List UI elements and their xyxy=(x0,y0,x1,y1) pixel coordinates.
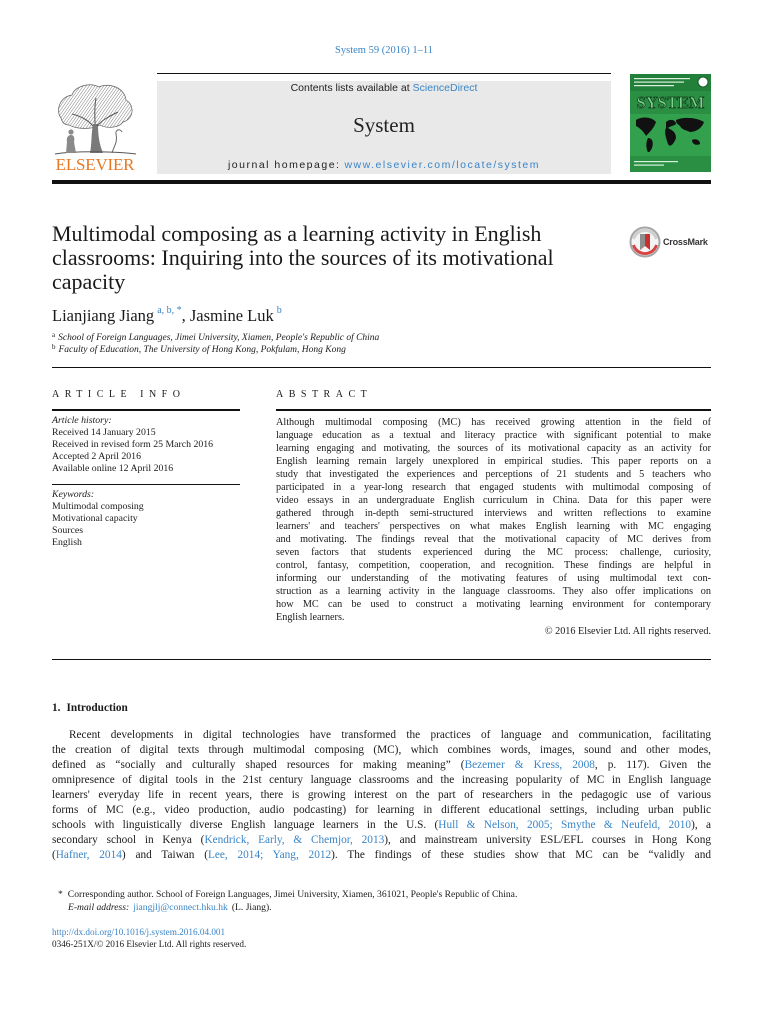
journal-cover-icon xyxy=(630,74,711,172)
affiliation-mark: a xyxy=(52,331,56,339)
intro-line xyxy=(52,848,711,863)
intro-text-segment: defined as “socially and culturally shaped resources for making meaning” ( xyxy=(52,759,465,771)
intro-line xyxy=(52,833,711,848)
intro-line xyxy=(52,773,711,788)
contents-availability xyxy=(157,81,611,95)
abstract-bottom-rule xyxy=(52,659,711,660)
abstract-line: gathered through in-depth semi-structured interviews and written reflections to examine xyxy=(276,508,711,519)
email-note xyxy=(52,901,711,914)
author-name: Lianjiang Jiang xyxy=(52,306,155,325)
article-info-top-rule xyxy=(52,409,240,411)
elsevier-wordmark: ELSEVIER xyxy=(55,155,135,174)
affiliation-text: School of Foreign Languages, Jimei University, Xiamen, People's Republic of China xyxy=(58,333,380,343)
abstract-line: struction as a learning activity in the language classrooms. They also offer implications on xyxy=(276,586,711,597)
abstract-line: English learning remain largely unexplored in empirical studies. This paper reports on a xyxy=(276,456,711,467)
abstract-top-rule xyxy=(276,409,711,411)
sciencedirect-link[interactable]: ScienceDirect xyxy=(412,82,478,94)
abstract-line: learners' and teachers' perspectives on what makes English learning with MC engaging xyxy=(276,521,711,532)
abstract-line: language education as a textual and literacy practice with significant potential to make xyxy=(276,430,711,441)
crossmark-icon xyxy=(629,226,661,258)
article-title xyxy=(52,222,617,294)
abstract-line: Although multimodal composing (MC) has received growing attention in the field of xyxy=(276,417,711,428)
intro-line xyxy=(52,788,711,803)
citation-link[interactable]: Kendrick, Early, & Chemjor, 2013 xyxy=(204,834,385,846)
intro-line xyxy=(52,728,711,743)
intro-line xyxy=(52,743,711,758)
intro-text-segment: Recent developments in digital technologies have transformed the practices of language and communication, facilitating xyxy=(69,729,711,741)
title-line: Multimodal composing as a learning activity in English xyxy=(52,221,542,246)
affiliation-item xyxy=(52,344,379,356)
intro-line xyxy=(52,818,711,833)
citation-link[interactable]: Hull & Nelson, 2005; Smythe & Neufeld, 2010 xyxy=(438,819,692,831)
intro-text-segment: forms of MC (e.g., video production, audio podcasting) for learning in different educational settings, including urban public xyxy=(52,804,711,816)
citation-link[interactable]: Hafner, 2014 xyxy=(55,849,122,861)
keywords-label: Keywords: xyxy=(52,489,95,500)
keywords xyxy=(52,489,240,549)
intro-text-segment: ), and mainstream university ESL/EFL courses in Hong Kong xyxy=(384,834,712,846)
intro-text-segment: omnipresence of digital tools in the 21st century language classrooms and the increasing popularity of MC in English language xyxy=(52,774,711,786)
abstract-line: seven factors that students experienced during the MC process: challenge, curiosity, xyxy=(276,547,711,558)
elsevier-tree-icon xyxy=(52,80,138,156)
publication-info xyxy=(52,926,246,950)
intro-text-segment: ) and Taiwan ( xyxy=(121,849,208,861)
keyword-item: English xyxy=(52,537,82,548)
keyword-item: Motivational capacity xyxy=(52,513,138,524)
intro-line xyxy=(52,758,711,773)
journal-name: System xyxy=(353,113,415,137)
section-number: 1. xyxy=(52,702,61,714)
abstract-line: participated in a year-long research that engaged students with multimodal composing of xyxy=(276,482,711,493)
affiliation-text: Faculty of Education, The University of Hong Kong, Pokfulam, Hong Kong xyxy=(58,345,346,355)
crossmark-label: CrossMark xyxy=(663,237,708,247)
email-label: E-mail address: xyxy=(68,902,130,913)
footnote-mark: * xyxy=(58,889,63,900)
intro-text-segment: ). The findings of these studies show that MC can be “validly and xyxy=(331,849,711,861)
doi-link[interactable]: http://dx.doi.org/10.1016/j.system.2016.04.001 xyxy=(52,927,226,937)
abstract-line: English learners. xyxy=(276,612,345,623)
section-heading-introduction xyxy=(52,701,128,715)
abstract-heading: ABSTRACT xyxy=(276,389,373,400)
author-separator: , xyxy=(181,306,190,325)
history-item: Available online 12 April 2016 xyxy=(52,463,174,474)
front-matter-rule xyxy=(52,367,711,368)
abstract-line: study that investigated the experiences and perceptions of 21 students and 5 teachers who xyxy=(276,469,711,480)
journal-citation-link[interactable]: System 59 (2016) 1–11 xyxy=(335,45,433,56)
abstract-line: informing our understanding of the motivating features of using multimodal text con- xyxy=(276,573,711,584)
journal-cover-image[interactable] xyxy=(630,74,711,172)
author-name: Jasmine Luk xyxy=(189,306,274,325)
abstract-copyright: © 2016 Elsevier Ltd. All rights reserved. xyxy=(544,626,711,637)
article-history-label: Article history: xyxy=(52,415,112,426)
title-line: classrooms: Inquiring into the sources of its motivational xyxy=(52,245,554,270)
affiliation-mark: b xyxy=(52,343,56,351)
intro-text-segment: secondary school in Kenya ( xyxy=(52,834,205,846)
homepage-url-link[interactable]: www.elsevier.com/locate/system xyxy=(344,159,541,171)
history-item: Received 14 January 2015 xyxy=(52,427,156,438)
journal-masthead xyxy=(157,81,611,174)
introduction-body xyxy=(52,728,711,863)
affiliations xyxy=(52,332,379,356)
issn-copyright: 0346-251X/© 2016 Elsevier Ltd. All rights reserved. xyxy=(52,939,247,949)
history-item: Accepted 2 April 2016 xyxy=(52,451,141,462)
citation-link[interactable]: Lee, 2014; Yang, 2012 xyxy=(207,849,332,861)
homepage-prefix: journal homepage: xyxy=(227,159,341,171)
intro-text-segment: ( xyxy=(52,849,56,861)
corresponding-author-note xyxy=(52,888,711,901)
elsevier-logo[interactable] xyxy=(52,80,138,176)
citation-link[interactable]: Bezemer & Kress, 2008 xyxy=(464,759,595,771)
intro-line xyxy=(52,803,711,818)
abstract-body xyxy=(276,416,711,624)
history-item: Received in revised form 25 March 2016 xyxy=(52,439,214,450)
email-link[interactable]: jiangjlj@connect.hku.hk xyxy=(133,902,228,913)
contents-prefix: Contents lists available at xyxy=(290,82,410,94)
article-history xyxy=(52,415,240,475)
masthead-top-rule xyxy=(157,73,611,74)
email-suffix: (L. Jiang). xyxy=(231,902,272,913)
author-list xyxy=(52,306,282,326)
abstract-line: control, fantasy, competition, cooperation, and recognition. These findings are helpful in xyxy=(276,560,711,571)
intro-text-segment: ), a xyxy=(691,819,711,831)
intro-text-segment: , p. 117). Given the xyxy=(594,759,711,771)
title-line: capacity xyxy=(52,269,126,294)
abstract-line: learning engaging and motivating, the sources of its motivational capacity as an activity for xyxy=(276,443,711,454)
masthead-thick-rule xyxy=(52,180,711,184)
article-info-heading: ARTICLE INFO xyxy=(52,389,186,400)
article-info-mid-rule xyxy=(52,484,240,485)
keyword-item: Sources xyxy=(52,525,84,536)
abstract-line: and motivating. The findings reveal that the motivational capacity of MC derives from xyxy=(276,534,711,545)
section-title: Introduction xyxy=(66,702,128,714)
journal-homepage xyxy=(157,158,611,172)
author-affiliation-marks[interactable]: b xyxy=(276,304,282,316)
abstract-line: video essays in an undergraduate English curriculum in China. Data for this paper were xyxy=(276,495,711,506)
affiliation-item xyxy=(52,332,379,344)
footnotes xyxy=(52,888,711,914)
author-affiliation-marks[interactable]: a, b, * xyxy=(157,304,182,316)
abstract-line: how MC can be used to construct a motivating learning environment for contemporary xyxy=(276,599,711,610)
crossmark-badge[interactable] xyxy=(629,226,713,258)
keyword-item: Multimodal composing xyxy=(52,501,144,512)
intro-text-segment: learners' everyday life in recent years, there is growing interest on the part of researchers in the pedagogic use of various xyxy=(52,789,711,801)
cover-title: SYSTEM xyxy=(636,93,705,112)
intro-text-segment: the creation of digital texts through multimodal composing (MC), which combines words, images, sound and other modes, xyxy=(52,744,711,756)
intro-text-segment: schools with linguistically diverse English language learners in the U.S. ( xyxy=(52,819,439,831)
corresponding-author-text: Corresponding author. School of Foreign Languages, Jimei University, Xiamen, 361021, People's Republic of China. xyxy=(67,889,518,900)
